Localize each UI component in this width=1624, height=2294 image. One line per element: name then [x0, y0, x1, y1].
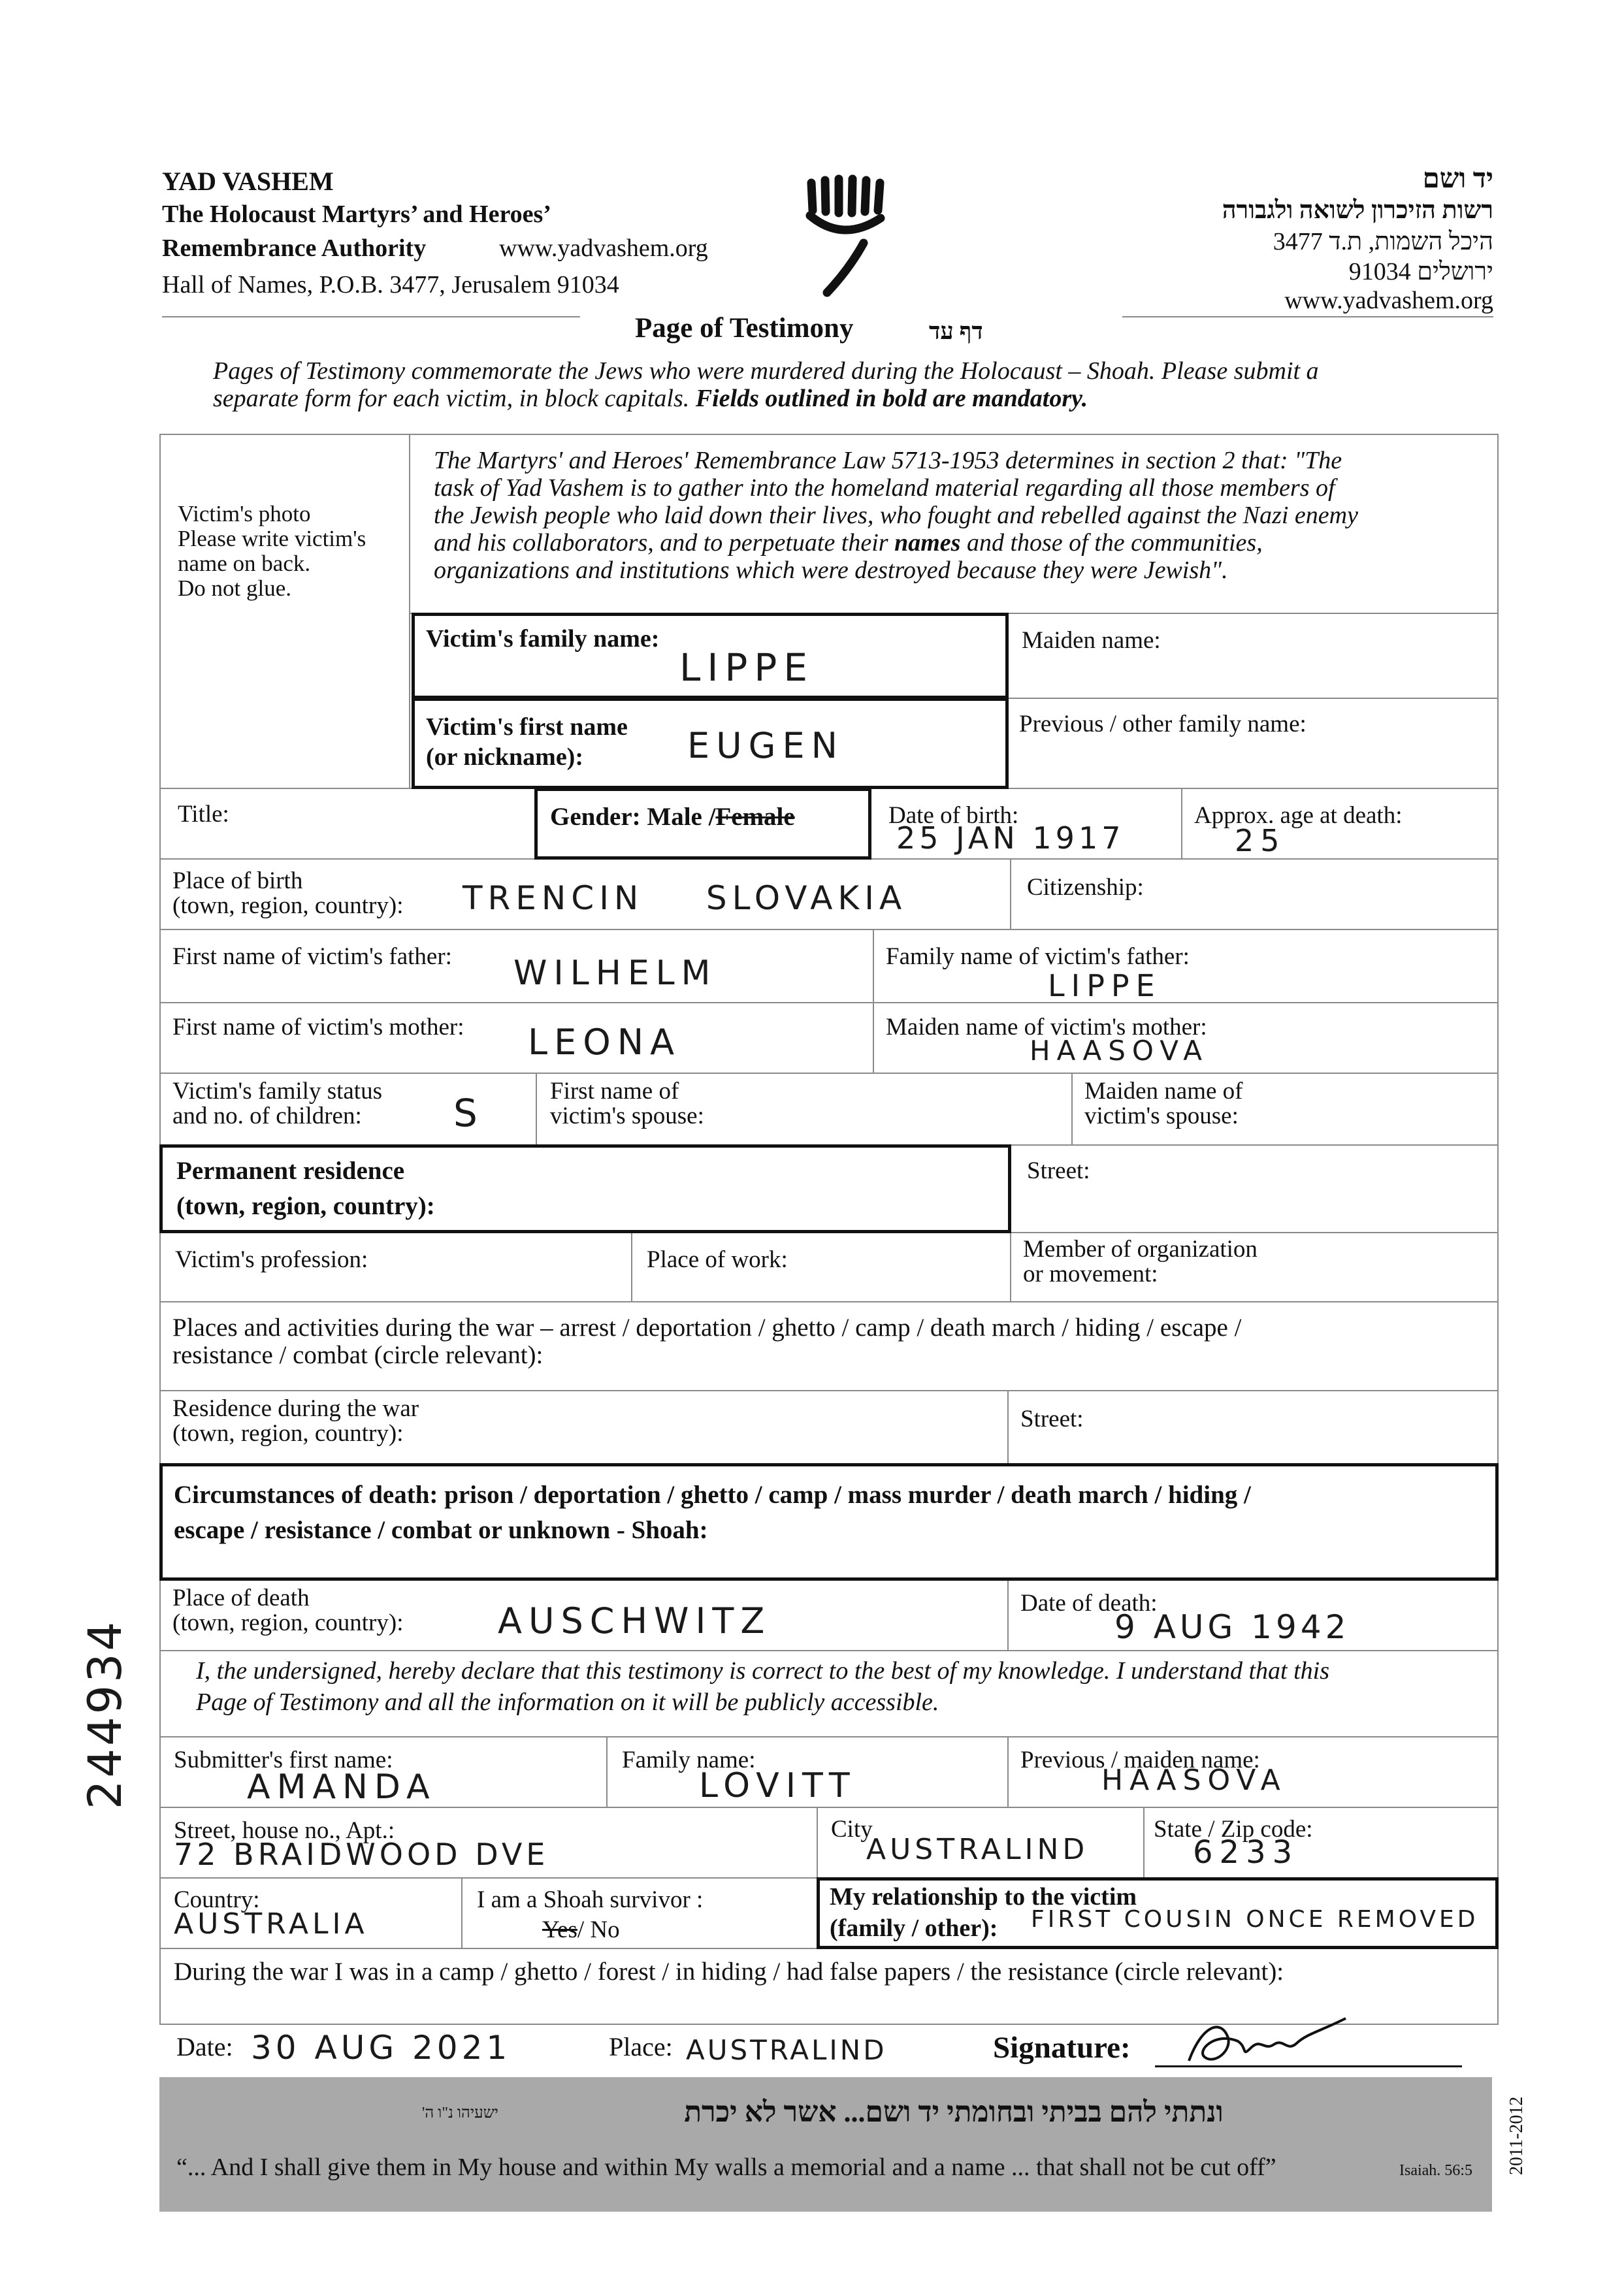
photo-instructions-4: Do not glue. [178, 575, 292, 601]
relationship-label-2: (family / other): [830, 1914, 998, 1942]
spouse-maiden-label-1: Maiden name of [1084, 1078, 1243, 1105]
row-address-top [159, 1807, 1499, 1808]
death-date-label: Date of death: [1020, 1590, 1158, 1617]
form-code: 2011-2012 [1506, 2096, 1527, 2175]
mother-first-value[interactable]: LEONA [528, 1022, 681, 1063]
citizenship-label: Citizenship: [1027, 874, 1144, 901]
submitter-family-value[interactable]: LOVITT [699, 1766, 856, 1805]
place-of-work-label: Place of work: [647, 1246, 788, 1273]
footer-hebrew-quote: ונתתי להם בביתי ובחומתי יד ושם... אשר לא יכרת [684, 2096, 1224, 2128]
death-divider [1007, 1579, 1009, 1651]
submitter-city-label: City [831, 1816, 873, 1843]
header-rule-left [162, 316, 580, 317]
street-label-2: Street: [1020, 1406, 1084, 1432]
photo-instructions-2: Please write victim's [178, 526, 366, 551]
heb-org-line-2: רשות הזיכרון לשואה ולגבורה [1222, 197, 1493, 224]
photo-box-edge [409, 434, 410, 788]
parents-divider [873, 929, 874, 1074]
family-status-label-1: Victim's family status [172, 1078, 382, 1105]
wartime-residence-label-2: (town, region, country): [172, 1420, 404, 1447]
gender-label: Gender: [550, 803, 641, 831]
heb-website: www.yadvashem.org [1284, 287, 1493, 314]
form-title: Page of Testimony [635, 313, 854, 344]
law-line-4a: and his collaborators, and to perpetuate their [434, 529, 888, 557]
family-status-value[interactable]: S [453, 1091, 484, 1135]
footer-english-ref: Isaiah. 56:5 [1399, 2162, 1472, 2179]
birth-place-label-1: Place of birth [172, 867, 303, 894]
law-line-5: organizations and institutions which were destroyed because they were Jewish". [434, 557, 1228, 584]
dob-divider [1181, 788, 1182, 860]
previous-family-name-label: Previous / other family name: [1019, 711, 1307, 737]
birth-divider [1010, 858, 1011, 929]
org-address: Hall of Names, P.O.B. 3477, Jerusalem 91034 [162, 271, 619, 299]
relationship-label-1: My relationship to the victim [830, 1883, 1137, 1911]
birth-place-label-2: (town, region, country): [172, 892, 404, 919]
yad-vashem-logo-icon [804, 171, 888, 302]
intro-mandatory-note: Fields outlined in bold are mandatory. [695, 385, 1088, 412]
street-label-1: Street: [1027, 1157, 1090, 1184]
family-name-value[interactable]: LIPPE [679, 645, 815, 690]
form-right-border [1497, 434, 1499, 2025]
declaration-line-1: I, the undersigned, hereby declare that this testimony is correct to the best of my knowledge. I understand that this [196, 1657, 1330, 1685]
survivor-yes-option[interactable]: Yes [542, 1916, 577, 1943]
row-submitter-top [159, 1736, 1499, 1737]
form-title-hebrew: דף עד [929, 318, 983, 344]
law-line-3: the Jewish people who laid down their lives, who fought and rebelled against the Nazi enemy [434, 502, 1358, 529]
photo-box [178, 502, 366, 601]
permanent-residence-label-2: (town, region, country): [176, 1192, 435, 1220]
profession-divider [631, 1232, 632, 1302]
law-line-4c: and those of the communities, [966, 529, 1263, 557]
spouse-first-label-2: victim's spouse: [550, 1103, 704, 1129]
dob-value[interactable]: 25 JAN 1917 [896, 820, 1125, 856]
signature-label: Signature: [993, 2031, 1131, 2065]
wartime-residence-label-1: Residence during the war [172, 1395, 419, 1422]
gender-female-option[interactable]: Female [715, 803, 795, 831]
father-first-value[interactable]: WILHELM [513, 954, 717, 993]
submitter-family-label: Family name: [622, 1747, 756, 1773]
signature-scribble[interactable] [1176, 2012, 1372, 2071]
first-name-value[interactable]: EUGEN [687, 725, 845, 766]
organization-label-2: or movement: [1023, 1261, 1158, 1287]
law-text [434, 447, 1358, 584]
during-war-label: During the war I was in a camp / ghetto / forest / in hiding / had false papers / the resistance (circle relevant): [174, 1958, 1284, 1986]
dob-label: Date of birth: [888, 802, 1019, 829]
address-divider-1 [817, 1807, 818, 1879]
death-place-label-1: Place of death [172, 1585, 310, 1611]
submitter-city-value[interactable]: AUSTRALIND [866, 1833, 1089, 1866]
law-line-4b: names [894, 529, 961, 557]
father-first-label: First name of victim's father: [172, 943, 452, 970]
row-wartime-top [159, 1390, 1499, 1391]
father-family-label: Family name of victim's father: [886, 943, 1190, 970]
spouse-divider [1071, 1073, 1073, 1144]
status-divider [536, 1073, 537, 1144]
row-status-top [159, 1073, 1499, 1074]
submitter-street-value[interactable]: 72 BRAIDWOOD DVE [174, 1837, 549, 1872]
title-label: Title: [178, 801, 229, 828]
spouse-maiden-label-2: victim's spouse: [1084, 1103, 1239, 1129]
circumstances-label-2: escape / resistance / combat or unknown - Shoah: [174, 1516, 708, 1544]
row-activities-top [159, 1301, 1499, 1302]
declaration-line-2: Page of Testimony and all the information on it will be publicly accessible. [196, 1688, 939, 1716]
father-family-value[interactable]: LIPPE [1048, 968, 1161, 1003]
row-mother-top [159, 1002, 1499, 1003]
submitter-previous-value[interactable]: HAASOVA [1101, 1764, 1287, 1797]
org-line-3: Remembrance Authority [162, 234, 427, 262]
age-at-death-value[interactable]: 25 [1235, 823, 1286, 858]
family-name-label: Victim's family name: [426, 625, 660, 653]
date-value[interactable]: 30 AUG 2021 [251, 2029, 512, 2067]
heb-org-line-4: ירושלים 91034 [1348, 258, 1493, 285]
header-rule-right [1122, 316, 1493, 317]
row-declaration-top [159, 1650, 1499, 1651]
intro-line-1: Pages of Testimony commemorate the Jews who were murdered during the Holocaust – Shoah. Please submit a [213, 357, 1319, 385]
photo-instructions-1: Victim's photo [178, 501, 311, 526]
submitter-state-value[interactable]: 6233 [1193, 1834, 1299, 1871]
mother-maiden-value[interactable]: HAASOVA [1030, 1035, 1209, 1067]
country-divider [461, 1877, 463, 1949]
submitter-divider-2 [1007, 1736, 1009, 1808]
submitter-first-label: Submitter's first name: [174, 1747, 393, 1773]
submitter-street-label: Street, house no., Apt.: [174, 1817, 395, 1844]
relationship-value[interactable]: FIRST COUSIN ONCE REMOVED [1031, 1906, 1479, 1933]
spouse-first-label-1: First name of [550, 1078, 679, 1105]
heb-org-line-3: היכל השמות, ת.ד 3477 [1273, 228, 1493, 255]
photo-instructions-3: name on back. [178, 551, 311, 576]
work-divider [1010, 1232, 1011, 1302]
death-place-value[interactable]: AUSCHWITZ [498, 1600, 771, 1641]
submitter-first-value[interactable]: AMANDA [247, 1768, 436, 1807]
law-line-1: The Martyrs' and Heroes' Remembrance Law 5713-1953 determines in section 2 that: "The [434, 447, 1342, 474]
age-at-death-label: Approx. age at death: [1194, 802, 1403, 829]
maiden-row-divider [1007, 698, 1497, 699]
wartime-activities-label-1: Places and activities during the war – arrest / deportation / ghetto / camp / death march / hiding / escape / [172, 1314, 1242, 1342]
heb-org-name: יד ושם [1422, 164, 1493, 194]
permanent-residence-label-1: Permanent residence [176, 1157, 405, 1185]
family-status-label-2: and no. of children: [172, 1103, 362, 1129]
org-line-2: The Holocaust Martyrs’ and Heroes’ [162, 201, 551, 228]
intro-line-2: separate form for each victim, in block capitals. [213, 385, 690, 412]
address-divider-2 [1143, 1807, 1145, 1879]
death-place-label-2: (town, region, country): [172, 1609, 404, 1636]
survivor-label: I am a Shoah survivor : [477, 1886, 704, 1913]
mother-first-label: First name of victim's mother: [172, 1014, 464, 1041]
mother-maiden-label: Maiden name of victim's mother: [886, 1014, 1207, 1041]
law-line-2: task of Yad Vashem is to gather into the homeland material regarding all those members of [434, 474, 1335, 502]
org-name: YAD VASHEM [162, 167, 334, 196]
submitter-divider-1 [606, 1736, 608, 1808]
row-father-top [159, 929, 1499, 930]
maiden-name-label: Maiden name: [1022, 627, 1161, 654]
wartime-divider [1007, 1390, 1009, 1463]
gender-male-option[interactable]: Male / [647, 803, 716, 831]
birth-place-value[interactable]: TRENCIN SLOVAKIA [463, 879, 907, 917]
form-top-border [159, 434, 1499, 435]
submitter-previous-label: Previous / maiden name: [1020, 1747, 1260, 1773]
wartime-activities-label-2: resistance / combat (circle relevant): [172, 1341, 544, 1369]
first-name-label-1: Victim's first name [426, 713, 628, 741]
survivor-no-option[interactable]: / No [577, 1916, 620, 1943]
first-name-label-2: (or nickname): [426, 743, 583, 771]
organization-label-1: Member of organization [1023, 1236, 1258, 1263]
death-date-value[interactable]: 9 AUG 1942 [1114, 1608, 1350, 1646]
submitter-country-label: Country: [174, 1886, 260, 1913]
circumstances-label-1: Circumstances of death: prison / deportation / ghetto / camp / mass murder / death march / hiding / [174, 1481, 1251, 1509]
submitter-state-label: State / Zip code: [1154, 1816, 1313, 1843]
date-label: Date: [176, 2032, 233, 2061]
org-website: www.yadvashem.org [499, 234, 708, 262]
place-value[interactable]: AUSTRALIND [686, 2034, 887, 2066]
footer-hebrew-ref: ישעיהו נ"ו ה' [422, 2105, 498, 2122]
margin-reference-number: 244934 [78, 1619, 132, 1809]
submitter-country-value[interactable]: AUSTRALIA [174, 1907, 368, 1941]
place-label: Place: [609, 2032, 673, 2061]
profession-label: Victim's profession: [175, 1246, 368, 1273]
footer-english-quote: “... And I shall give them in My house and within My walls a memorial and a name ... that shall not be cut off” [176, 2154, 1276, 2181]
